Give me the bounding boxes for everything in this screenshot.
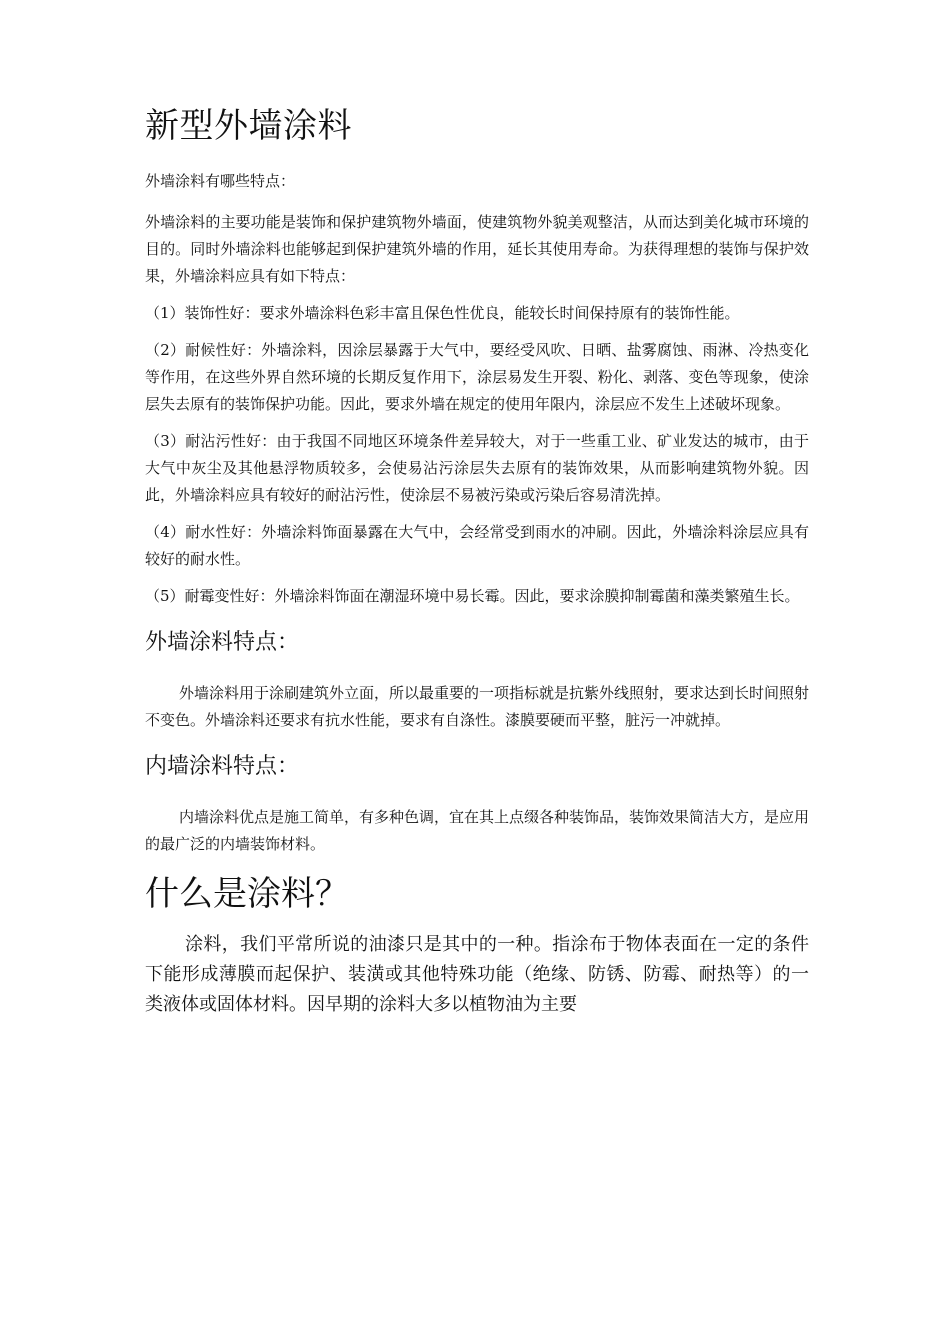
what-is-coating-heading: 什么是涂料？ [145,874,349,914]
point-stain-resistance: （3）耐沾污性好：由于我国不同地区环境条件差异较大，对于一些重工业、矿业发达的城市，由于大气中灰尘及其他悬浮物质较多，会使易沾污涂层失去原有的装饰效果，从而影响建筑物外貌。因此，外墙涂料应具有较好的耐沾污性，使涂层不易被污染或污染后容易清洗掉。 [145,432,809,504]
point-decorative: （1）装饰性好：要求外墙涂料色彩丰富且保色性优良，能较长时间保持原有的装饰性能。 [145,304,740,322]
intro-question: 外墙涂料有哪些特点： [145,172,296,190]
point-water-resistance: （4）耐水性好：外墙涂料饰面暴露在大气中，会经常受到雨水的冲刷。因此，外墙涂料涂层应具有较好的耐水性。 [145,523,809,568]
what-is-coating-text: 涂料，我们平常所说的油漆只是其中的一种。指涂布于物体表面在一定的条件下能形成薄膜而起保护、装潢或其他特殊功能（绝缘、防锈、防霉、耐热等）的一类液体或固体材料。因早期的涂料大多以植物油为主要 [145,934,809,1015]
interior-heading: 内墙涂料特点： [145,754,300,779]
document-page [145,100,809,1030]
intro-paragraph: 外墙涂料的主要功能是装饰和保护建筑物外墙面，使建筑物外貌美观整洁，从而达到美化城市环境的目的。同时外墙涂料也能够起到保护建筑外墙的作用，延长其使用寿命。为获得理想的装饰与保护效果，外墙涂料应具有如下特点： [145,213,809,285]
point-weather-resistance: （2）耐候性好：外墙涂料，因涂层暴露于大气中，要经受风吹、日晒、盐雾腐蚀、雨淋、冷热变化等作用，在这些外界自然环境的长期反复作用下，涂层易发生开裂、粉化、剥落、变色等现象，使涂层失去原有的装饰保护功能。因此，要求外墙在规定的使用年限内，涂层应不发生上述破坏现象。 [145,341,809,413]
exterior-heading: 外墙涂料特点： [145,630,300,655]
interior-text: 内墙涂料优点是施工简单，有多种色调，宜在其上点缀各种装饰品，装饰效果简洁大方，是应用的最广泛的内墙装饰材料。 [145,808,810,853]
exterior-text: 外墙涂料用于涂刷建筑外立面，所以最重要的一项指标就是抗紫外线照射，要求达到长时间照射不变色。外墙涂料还要求有抗水性能，要求有自涤性。漆膜要硬而平整，脏污一冲就掉。 [145,684,810,729]
document-title: 新型外墙涂料 [145,106,352,146]
point-mildew-resistance: （5）耐霉变性好：外墙涂料饰面在潮湿环境中易长霉。因此，要求涂膜抑制霉菌和藻类繁殖生长。 [145,587,800,605]
